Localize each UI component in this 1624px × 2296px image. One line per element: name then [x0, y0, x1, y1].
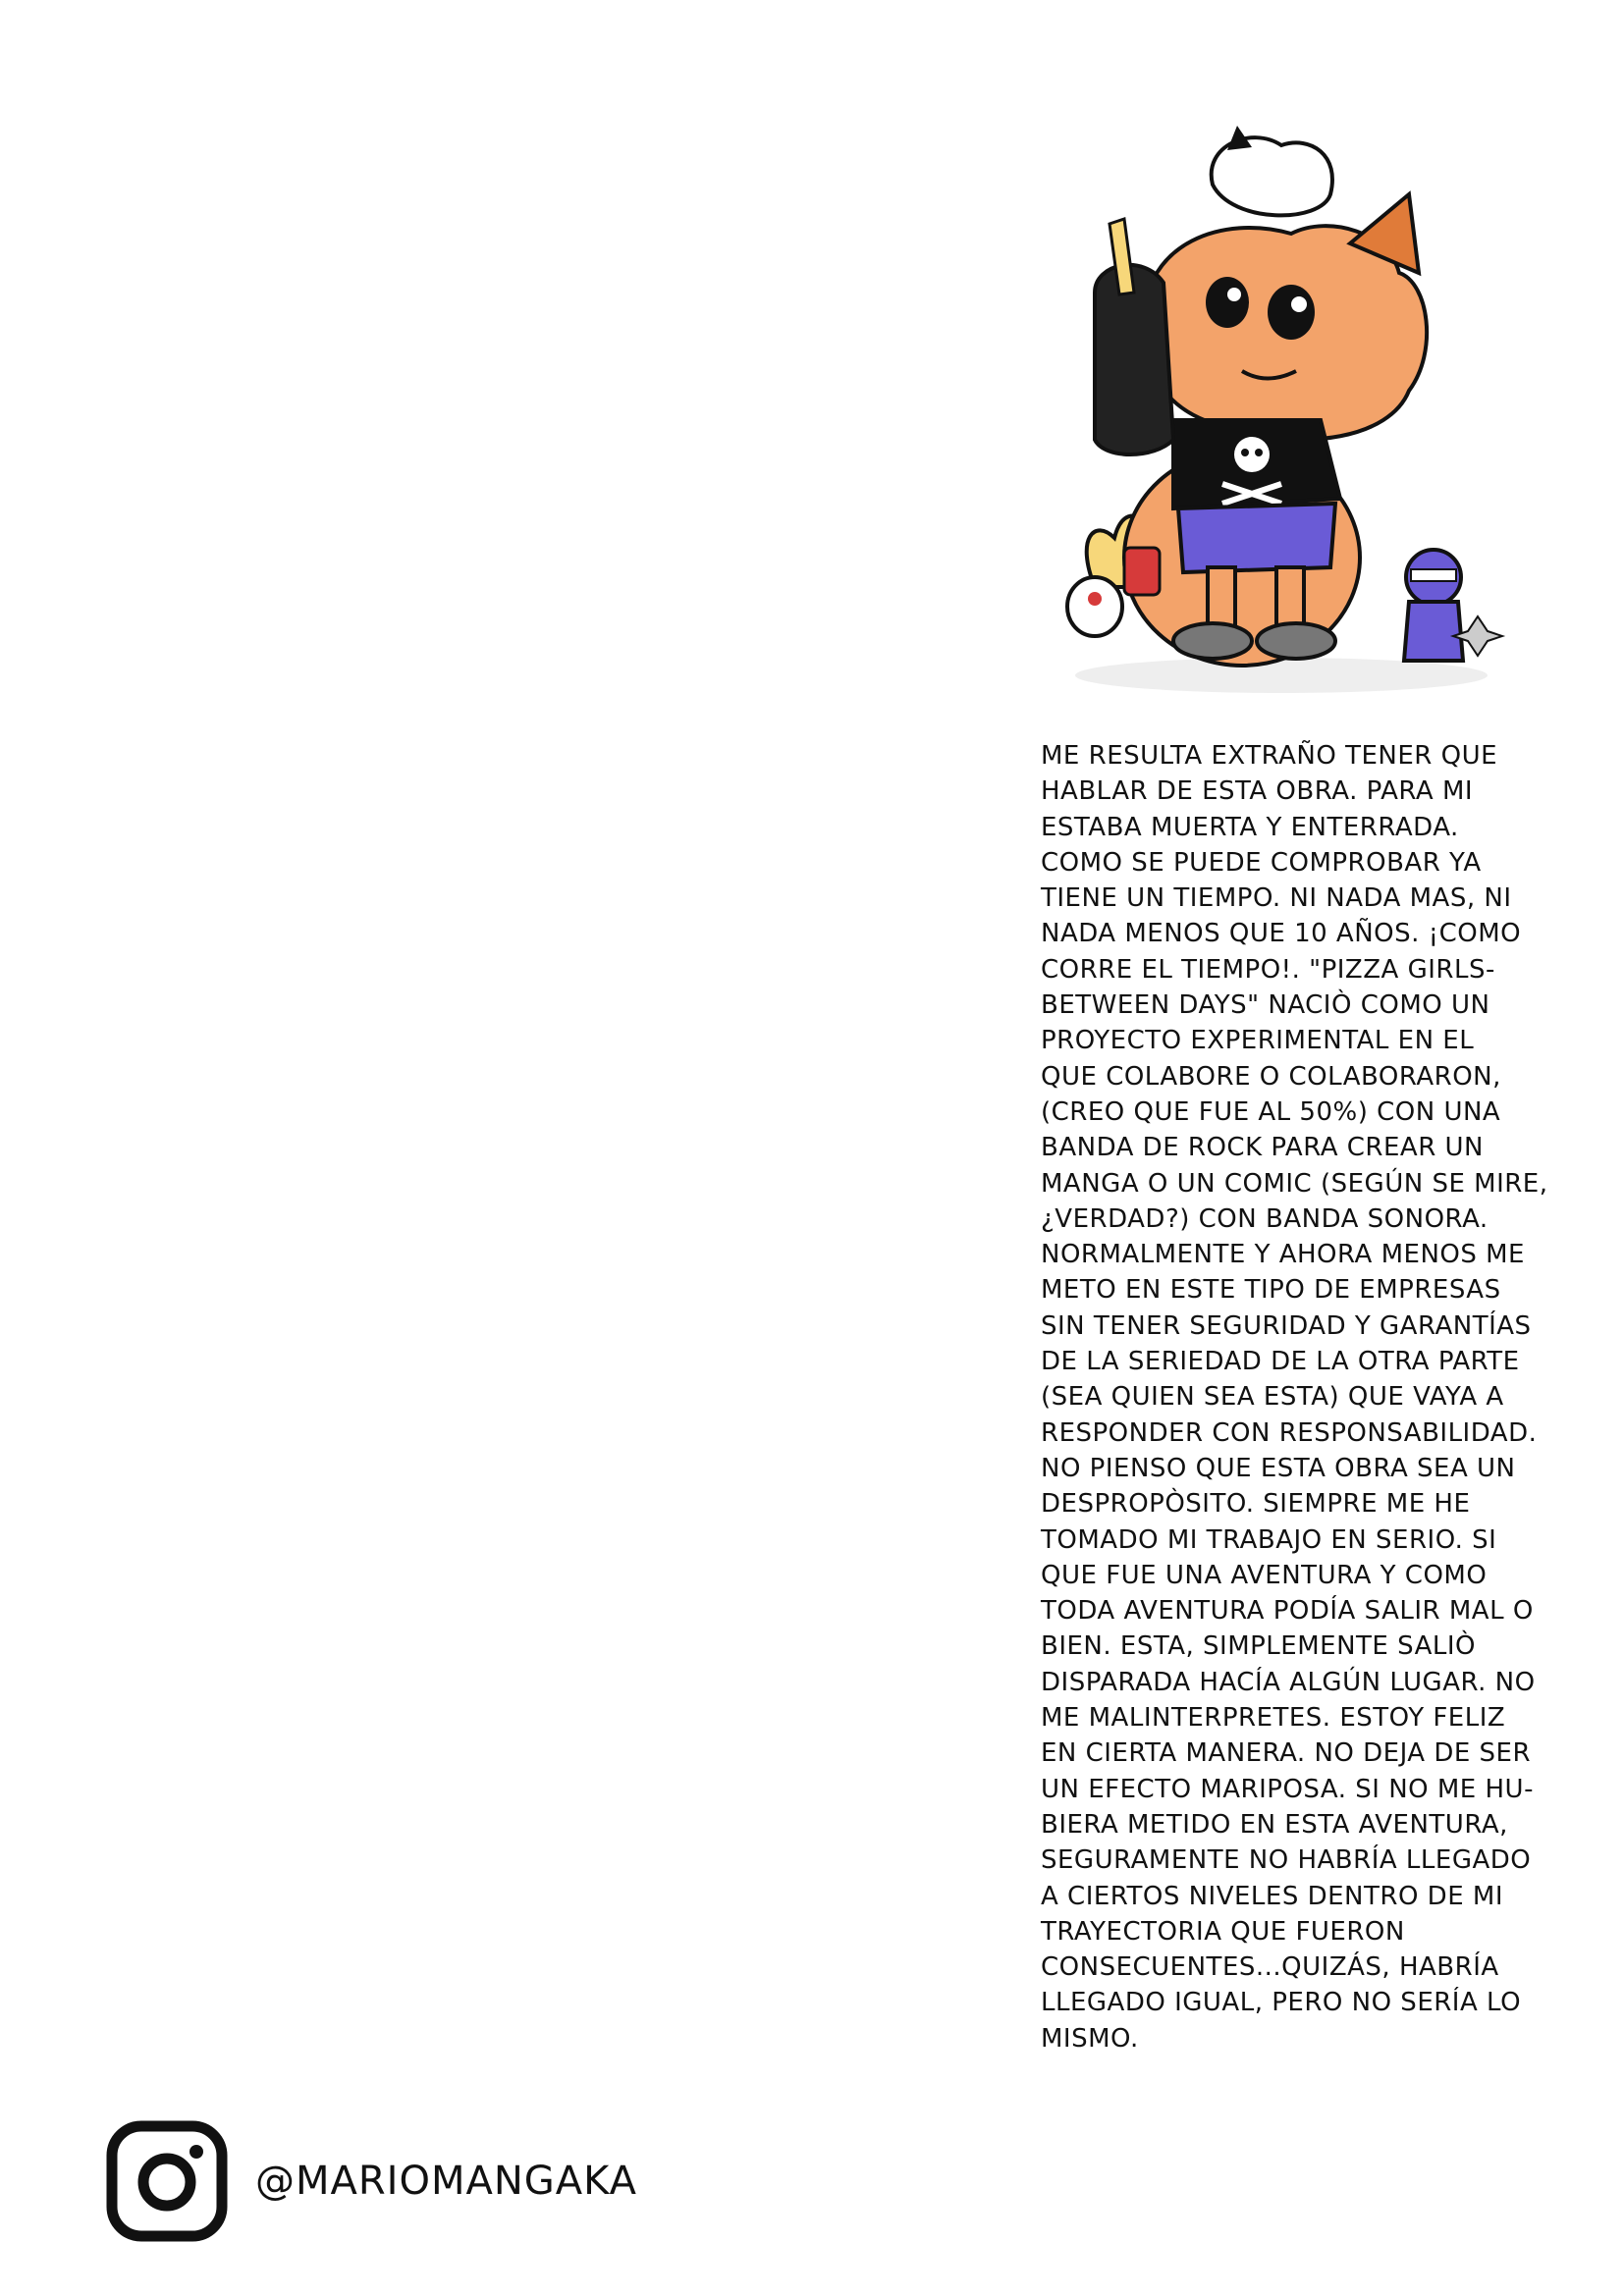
instagram-icon	[106, 2120, 228, 2242]
article-line: NADA MENOS QUE 10 AÑOS. ¡COMO	[1041, 919, 1522, 949]
eye-left-highlight	[1227, 288, 1241, 301]
shorts	[1178, 504, 1335, 572]
ninja-body	[1404, 602, 1463, 661]
article-line: (CREO QUE FUE AL 50%) CON UNA	[1041, 1096, 1501, 1127]
eye-right	[1268, 285, 1315, 340]
skull	[1234, 437, 1270, 472]
article-line: RESPONDER CON RESPONSABILIDAD.	[1041, 1417, 1538, 1448]
article-line: UN EFECTO MARIPOSA. SI NO ME HU-	[1041, 1774, 1534, 1804]
shoe-left	[1173, 623, 1252, 659]
article-text	[1041, 738, 1551, 2056]
article-line: SEGURAMENTE NO HABRÍA LLEGADO	[1041, 1845, 1532, 1876]
article-line: DISPARADA HACÍA ALGÚN LUGAR. NO	[1041, 1667, 1536, 1697]
leg-right	[1276, 567, 1304, 626]
article-line: COMO SE PUEDE COMPROBAR YA	[1041, 847, 1482, 878]
article-line: PROYECTO EXPERIMENTAL EN EL	[1041, 1026, 1475, 1056]
article-line: A CIERTOS NIVELES DENTRO DE MI	[1041, 1881, 1503, 1911]
article-line: NORMALMENTE Y AHORA MENOS ME	[1041, 1240, 1525, 1270]
article-line: SIN TENER SEGURIDAD Y GARANTÍAS	[1041, 1310, 1532, 1341]
robot-left	[1067, 577, 1122, 636]
article-line: BIERA METIDO EN ESTA AVENTURA,	[1041, 1809, 1508, 1840]
article-line: BANDA DE ROCK PARA CREAR UN	[1041, 1133, 1485, 1163]
article-line: DESPROPÒSITO. SIEMPRE ME HE	[1041, 1489, 1471, 1520]
article-line: LLEGADO IGUAL, PERO NO SERÍA LO	[1041, 1988, 1522, 2018]
instagram-handle[interactable]: @MARIOMANGAKA	[255, 2159, 637, 2204]
article-line: (SEA QUIEN SEA ESTA) QUE VAYA A	[1041, 1382, 1504, 1413]
article-line: MISMO.	[1041, 2023, 1139, 2054]
article-line: QUE COLABORE O COLABORARON,	[1041, 1061, 1501, 1092]
article-line: TOMADO MI TRABAJO EN SERIO. SI	[1041, 1524, 1497, 1555]
article-line: BETWEEN DAYS" NACIÒ COMO UN	[1041, 990, 1490, 1021]
article-line: DE LA SERIEDAD DE LA OTRA PARTE	[1041, 1347, 1520, 1377]
article-line: ME RESULTA EXTRAÑO TENER QUE	[1041, 741, 1498, 771]
gameboy	[1124, 548, 1160, 595]
skull-eye-r	[1255, 449, 1263, 456]
article-line: CORRE EL TIEMPO!. "PIZZA GIRLS-	[1041, 954, 1495, 985]
article-line: NO PIENSO QUE ESTA OBRA SEA UN	[1041, 1453, 1516, 1483]
mascot-group-illustration	[1056, 126, 1507, 705]
article-line: TODA AVENTURA PODÍA SALIR MAL O	[1041, 1596, 1534, 1627]
article-line: TRAYECTORIA QUE FUERON	[1041, 1916, 1405, 1947]
robot-eye	[1088, 592, 1102, 606]
ground-shadow	[1075, 658, 1488, 693]
article-line: QUE FUE UNA AVENTURA Y COMO	[1041, 1560, 1488, 1590]
article-line: HABLAR DE ESTA OBRA. PARA MI	[1041, 776, 1474, 807]
ninja-mask-band	[1411, 569, 1456, 581]
article-line: ME MALINTERPRETES. ESTOY FELIZ	[1041, 1703, 1506, 1734]
article-line: METO EN ESTE TIPO DE EMPRESAS	[1041, 1275, 1501, 1306]
leg-left	[1208, 567, 1235, 626]
eye-left	[1206, 277, 1249, 328]
article-line: TIENE UN TIEMPO. NI NADA MAS, NI	[1041, 883, 1512, 914]
article-line: MANGA O UN COMIC (SEGÚN SE MIRE,	[1041, 1168, 1548, 1199]
social-handle-block[interactable]	[106, 2120, 637, 2242]
article-line: BIEN. ESTA, SIMPLEMENTE SALIÒ	[1041, 1631, 1476, 1662]
article-line: CONSECUENTES...QUIZÁS, HABRÍA	[1041, 1952, 1499, 1983]
article-line: ESTABA MUERTA Y ENTERRADA.	[1041, 812, 1459, 842]
skull-eye-l	[1241, 449, 1249, 456]
shoe-right	[1257, 623, 1335, 659]
article-line: EN CIERTA MANERA. NO DEJA DE SER	[1041, 1738, 1532, 1769]
article-line: ¿VERDAD?) CON BANDA SONORA.	[1041, 1203, 1489, 1234]
eye-right-highlight	[1291, 296, 1307, 312]
